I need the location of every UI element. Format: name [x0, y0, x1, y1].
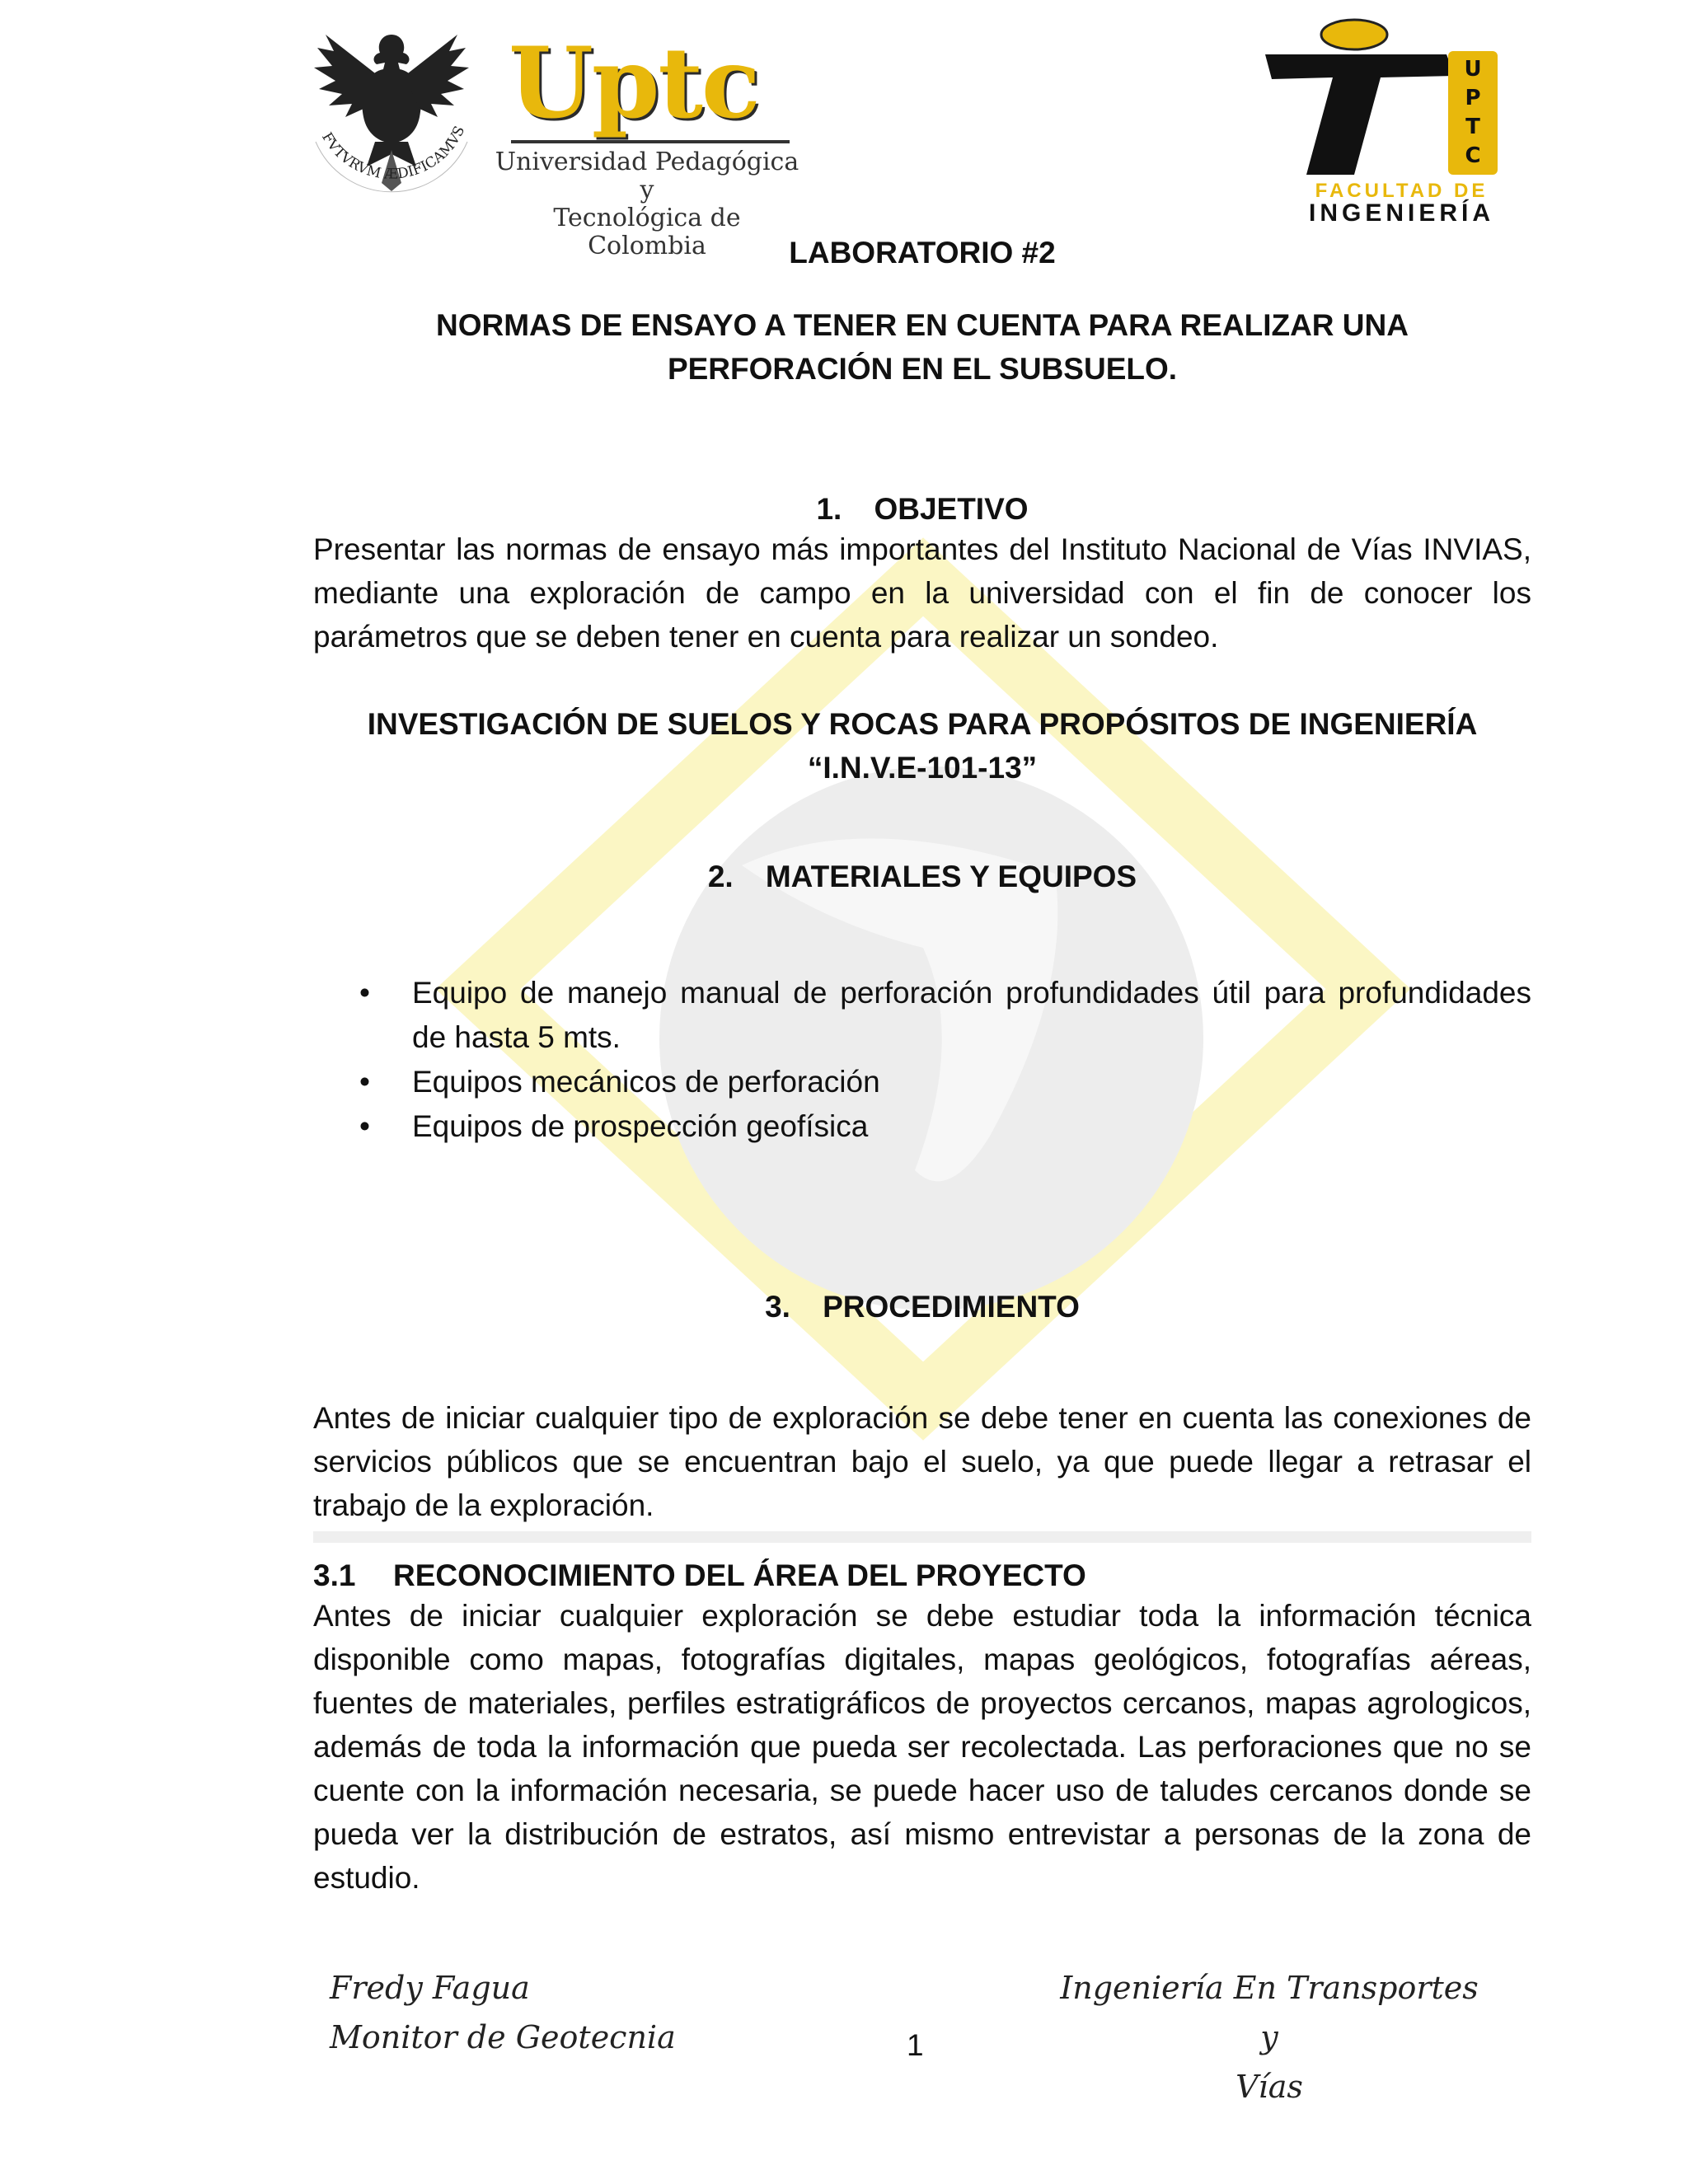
- section3-1-title: RECONOCIMIENTO DEL ÁREA DEL PROYECTO: [393, 1558, 1086, 1592]
- author-name: Fredy Fagua: [330, 1970, 530, 2006]
- uptc-logo: [309, 18, 799, 260]
- list-item: [356, 971, 1531, 1060]
- footer-program: [1047, 1963, 1492, 2111]
- section1-heading: [313, 491, 1531, 527]
- subtitle-line2: PERFORACIÓN EN EL SUBSUELO.: [667, 352, 1178, 386]
- investigation-heading: [313, 702, 1531, 790]
- author-role: Monitor de Geotecnia: [330, 2019, 676, 2055]
- section2-number: 2.: [707, 860, 734, 893]
- list-item-text: Equipo de manejo manual de perforación profundidades útil para profundidades de hasta 5 mts.: [412, 976, 1531, 1054]
- faculty-letter-t: T: [1465, 115, 1480, 139]
- university-motto: [309, 18, 474, 204]
- svg-text:FVTVRVM ÆDIFICAMVS: FVTVRVM ÆDIFICAMVS: [318, 123, 469, 183]
- document-subtitle: [313, 303, 1531, 391]
- section1-number: 1.: [816, 492, 842, 526]
- section3-title: PROCEDIMIENTO: [823, 1290, 1080, 1324]
- lab-title: LABORATORIO #2: [789, 236, 1056, 269]
- section3-1-paragraph: Antes de iniciar cualquier exploración se debe estudiar toda la información técnica disponible como mapas, fotografías digitales, mapas geológicos, fotografías aéreas, fuentes de materiales, perfiles estratigráficos de proyectos cercanos, mapas agrologicos, además de toda la información que pueda ser recolectada. Las perforaciones que no se cuente con la información necesaria, se puede hacer uso de taludes cercanos donde se pueda ver la distribución de estratos, así mismo entrevistar a personas de la zona de estudio.: [313, 1599, 1531, 1895]
- footer-author: [330, 1963, 676, 2062]
- faculty-line2: INGENIERÍA: [1308, 199, 1495, 227]
- investigation-norm-code: “I.N.V.E-101-13”: [807, 751, 1038, 785]
- faculty-logo: [1257, 18, 1541, 227]
- university-name-line2: Tecnológica de Colombia: [553, 204, 741, 260]
- faculty-letter-c: C: [1465, 143, 1481, 168]
- program-line2: Vías: [1236, 2069, 1303, 2105]
- section3-heading: [313, 1289, 1531, 1325]
- bullet-icon: •: [359, 1109, 370, 1143]
- list-item-text: Equipos mecánicos de perforación: [412, 1065, 880, 1099]
- list-item: [356, 1104, 1531, 1149]
- section1-paragraph: Presentar las normas de ensayo más importantes del Instituto Nacional de Vías INVIAS, mediante una exploración de campo en la universidad con el fin de conocer los parámetros que se deben tener en cuenta para realizar un sondeo.: [313, 532, 1531, 654]
- page-number: 1: [907, 2028, 924, 2062]
- bullet-icon: •: [359, 1065, 370, 1099]
- faculty-emblem-head: [1321, 20, 1387, 49]
- section3-1-number: 3.1: [313, 1558, 356, 1592]
- section2-title: MATERIALES Y EQUIPOS: [765, 860, 1137, 893]
- uptc-wordmark: Uptc: [509, 26, 759, 140]
- section3-number: 3.: [765, 1290, 790, 1324]
- list-item-text: Equipos de prospección geofísica: [412, 1109, 869, 1143]
- equipment-list: [356, 971, 1531, 1149]
- faculty-line1: FACULTAD DE: [1315, 180, 1489, 202]
- bullet-icon: •: [359, 976, 370, 1010]
- section3-1-heading: [313, 1558, 1086, 1594]
- section2-heading: [313, 859, 1531, 895]
- program-line1: Ingeniería En Transportes y: [1060, 1970, 1479, 2055]
- wordmark-underline: [511, 140, 790, 143]
- investigation-heading-line1: INVESTIGACIÓN DE SUELOS Y ROCAS PARA PROPÓSITOS DE INGENIERÍA: [367, 707, 1478, 741]
- subtitle-line1: NORMAS DE ENSAYO A TENER EN CUENTA PARA REALIZAR UNA: [436, 308, 1409, 342]
- faculty-letter-p: P: [1465, 86, 1481, 110]
- list-item: [356, 1060, 1531, 1104]
- faculty-emblem-icon: [1257, 18, 1541, 183]
- faculty-letter-u: U: [1464, 57, 1482, 82]
- section1-title: OBJETIVO: [874, 492, 1029, 526]
- university-name-line1: Universidad Pedagógica y: [495, 148, 799, 204]
- section3-paragraph: Antes de iniciar cualquier tipo de exploración se debe tener en cuenta las conexiones de servicios públicos que se encuentran bajo el suelo, ya que puede llegar a retrasar el trabajo de la exploración.: [313, 1401, 1531, 1522]
- faculty-emblem-body: [1265, 54, 1455, 175]
